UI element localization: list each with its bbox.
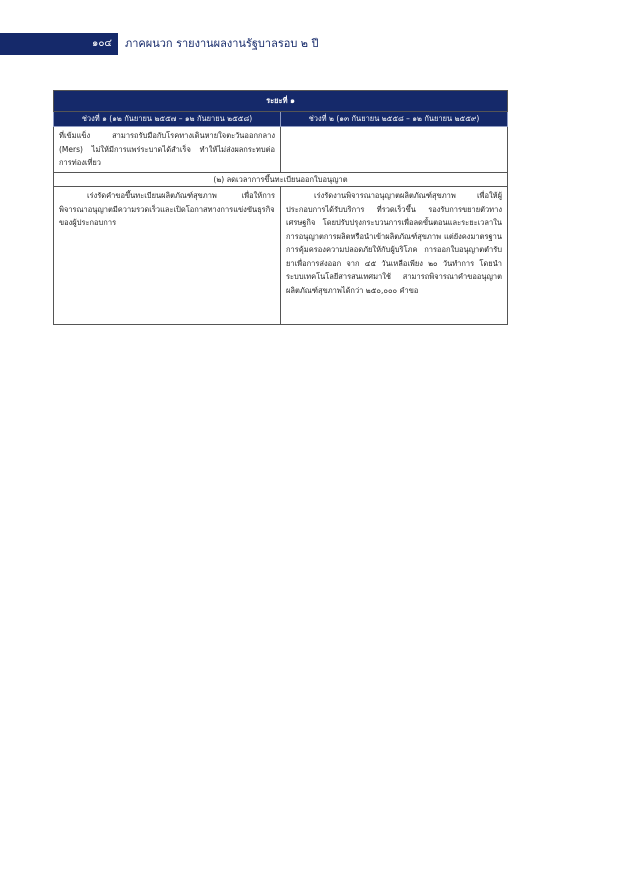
period-header-row xyxy=(54,112,508,127)
row2-left-text: เร่งรัดคำขอขึ้นทะเบียนผลิตภัณฑ์สุขภาพ เพื่อให้การพิจารณาอนุญาตมีความรวดเร็วและเปิดโอกาสทางการแข่งขันธุรกิจของผู้ประกอบการ xyxy=(59,191,275,227)
period-2-header: ช่วงที่ ๒ (๑๓ กันยายน ๒๕๕๘ – ๑๒ กันยายน ๒๕๕๙) xyxy=(281,112,508,127)
table-title: ระยะที่ ๑ xyxy=(54,91,508,112)
row2-left-cell xyxy=(54,187,281,325)
running-header-title: ภาคผนวก รายงานผลงานรัฐบาลรอบ ๒ ปี xyxy=(125,37,319,50)
section-heading-row xyxy=(54,172,508,187)
table-row xyxy=(54,127,508,173)
table-title-row xyxy=(54,91,508,112)
row2-right-cell xyxy=(281,187,508,325)
row1-right-cell xyxy=(281,127,508,173)
row1-left-cell: ที่เข้มแข็ง สามารถรับมือกับโรคทางเดินหายใจตะวันออกกลาง (Mers) ไม่ให้มีการแพร่ระบาดได้สำเร็จ ทำให้ไม่ส่งผลกระทบต่อการท่องเที่ยว xyxy=(54,127,281,173)
page-number: ๑๐๔ xyxy=(0,33,118,55)
row2-right-text: เร่งรัดงานพิจารณาอนุญาตผลิตภัณฑ์สุขภาพ เพื่อให้ผู้ประกอบการได้รับบริการ ที่รวดเร็วขึ้น รองรับการขยายตัวทางเศรษฐกิจ โดยปรับปรุงกระบวนการเพื่อลดขั้นตอนและระยะเวลาในการอนุญาตการผลิตหรือนำเข้าผลิตภัณฑ์สุขภาพ แต่ยังคงมาตรฐานการคุ้มครองความปลอดภัยให้กับผู้บริโภค การออกใบอนุญาตตำรับยาเพื่อการส่งออก จาก ๔๕ วันเหลือเพียง ๒๐ วันทำการ โดยนำระบบเทคโนโลยีสารสนเทศมาใช้ สามารถพิจารณาคำขออนุญาตผลิตภัณฑ์สุขภาพได้กว่า ๒๕๐,๐๐๐ คำขอ xyxy=(286,191,502,295)
comparison-table xyxy=(53,90,508,325)
section-heading: (๒) ลดเวลาการขึ้นทะเบียนออกใบอนุญาต xyxy=(54,172,508,187)
period-1-header: ช่วงที่ ๑ (๑๒ กันยายน ๒๕๕๗ – ๑๒ กันยายน ๒๕๕๘) xyxy=(54,112,281,127)
table-row xyxy=(54,187,508,325)
